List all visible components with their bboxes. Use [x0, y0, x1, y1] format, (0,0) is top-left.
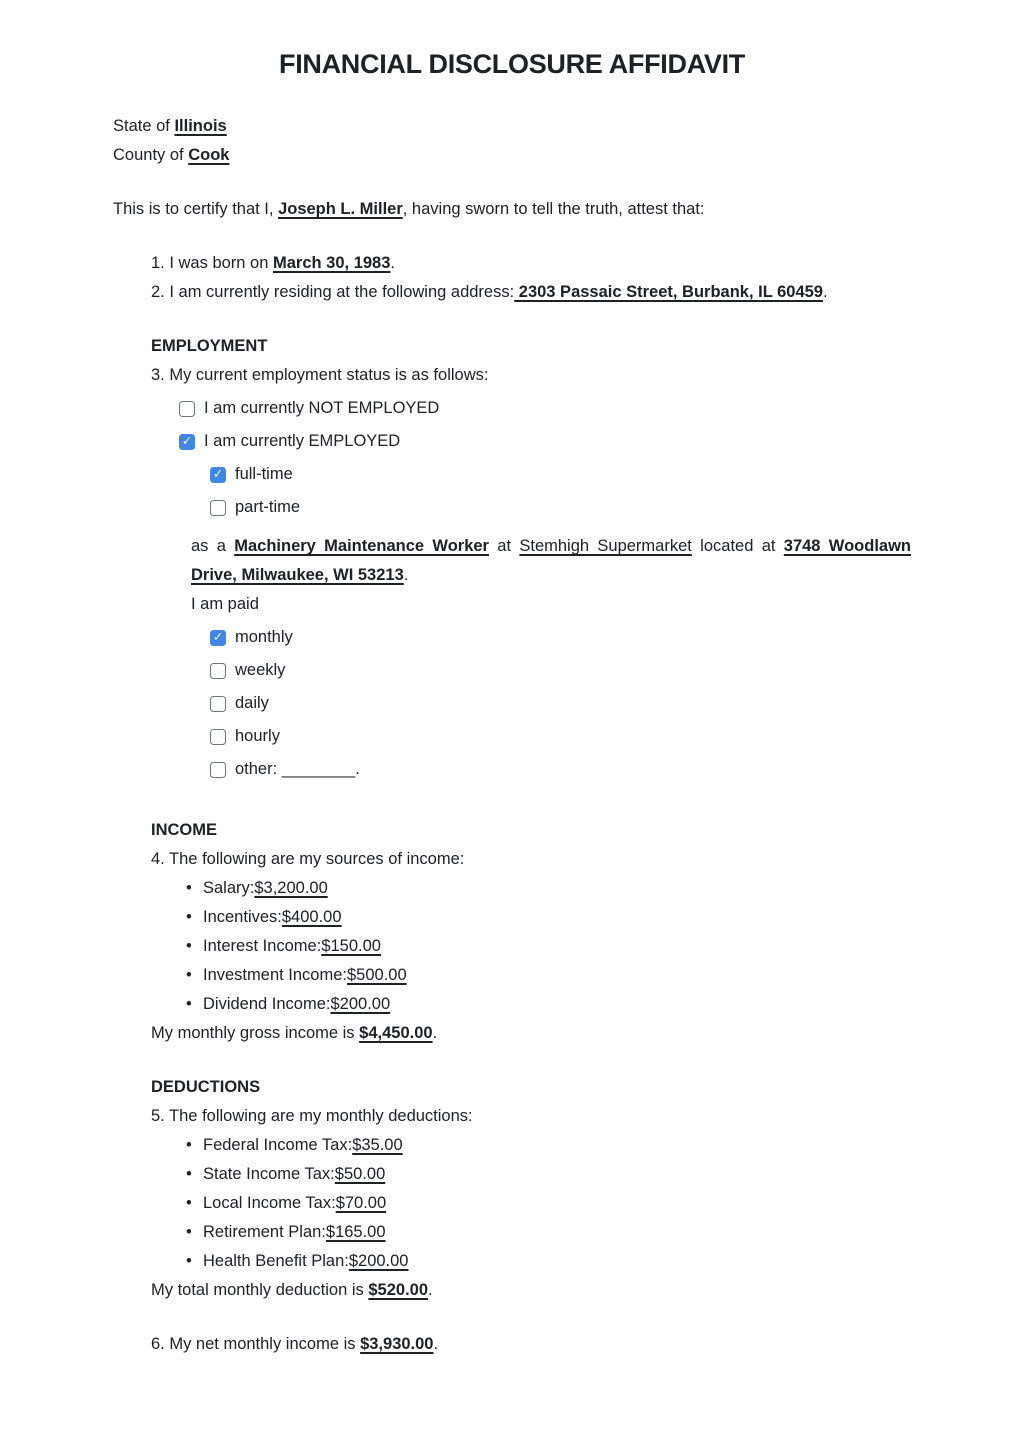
income-label: Salary: [203, 879, 255, 897]
deduction-label: Health Benefit Plan: [203, 1252, 349, 1270]
item-5-deductions-question: 5. The following are my monthly deductions: [151, 1107, 473, 1125]
bullet-icon: • [186, 1252, 192, 1270]
residence-address-value: 2303 Passaic Street, Burbank, IL 60459 [514, 283, 823, 301]
deduction-label: Local Income Tax: [203, 1194, 336, 1212]
income-item-dividend [186, 990, 911, 1019]
bullet-icon: • [186, 908, 192, 926]
role-suffix: . [403, 566, 409, 584]
gross-income-suffix: . [432, 1024, 438, 1042]
bullet-icon: • [186, 1136, 192, 1154]
deduction-item-health [186, 1247, 911, 1276]
certify-prefix: This is to certify that I, [113, 200, 279, 218]
daily-checkbox[interactable] [210, 696, 226, 712]
other-checkbox[interactable] [210, 762, 226, 778]
deductions-heading: DEDUCTIONS [151, 1078, 261, 1096]
weekly-checkbox[interactable] [210, 663, 226, 679]
gross-income-line [151, 1019, 911, 1048]
total-deduction-prefix: My total monthly deduction is [151, 1281, 369, 1299]
checkbox-row-other [210, 753, 911, 786]
checkbox-label: daily [235, 694, 269, 712]
job-description-line [191, 532, 911, 590]
income-label: Incentives: [203, 908, 282, 926]
item2-suffix: . [822, 283, 828, 301]
deduction-amount: $165.00 [325, 1223, 386, 1241]
employer-value: Stemhigh Supermarket [519, 537, 692, 555]
birth-date-value: March 30, 1983 [273, 254, 391, 272]
checkbox-row-full-time [210, 458, 911, 491]
deduction-label: Federal Income Tax: [203, 1136, 353, 1154]
employed-checkbox[interactable] [179, 434, 195, 450]
bullet-icon: • [186, 1194, 192, 1212]
bullet-icon: • [186, 1223, 192, 1241]
deduction-amount: $70.00 [335, 1194, 387, 1212]
employer-address-value: 3748 Woodlawn Drive, Milwaukee, WI 53213 [191, 537, 911, 584]
income-label: Dividend Income: [203, 995, 331, 1013]
job-title-value: Machinery Maintenance Worker [234, 537, 489, 555]
state-value: Illinois [174, 117, 227, 135]
checkbox-label: hourly [235, 727, 280, 745]
item1-suffix: . [390, 254, 396, 272]
gross-income-prefix: My monthly gross income is [151, 1024, 360, 1042]
checkbox-label: part-time [235, 498, 301, 516]
deduction-item-federal-tax [186, 1131, 911, 1160]
income-amount: $200.00 [330, 995, 391, 1013]
income-item-investment [186, 961, 911, 990]
checkbox-row-employed [179, 425, 911, 458]
gross-income-value: $4,450.00 [359, 1024, 433, 1042]
state-line [113, 112, 911, 141]
deduction-label: State Income Tax: [203, 1165, 335, 1183]
employment-heading: EMPLOYMENT [151, 337, 268, 355]
affiant-name: Joseph L. Miller [278, 200, 403, 218]
not-employed-checkbox[interactable] [179, 401, 195, 417]
bullet-icon: • [186, 995, 192, 1013]
net-income-value: $3,930.00 [360, 1335, 434, 1353]
bullet-icon: • [186, 937, 192, 955]
numbered-section [151, 249, 911, 1359]
checkbox-row-monthly [210, 621, 911, 654]
monthly-checkbox[interactable] [210, 630, 226, 646]
item1-prefix: 1. I was born on [151, 254, 273, 272]
deduction-amount: $35.00 [352, 1136, 403, 1154]
checkbox-label: full-time [235, 465, 293, 483]
item-1-birth [151, 249, 911, 278]
deduction-item-state-tax [186, 1160, 911, 1189]
item-2-address [151, 278, 911, 307]
county-value: Cook [188, 146, 230, 164]
deduction-amount: $200.00 [348, 1252, 409, 1270]
item-6-net-income [151, 1330, 911, 1359]
checkbox-label: monthly [235, 628, 293, 646]
income-amount: $3,200.00 [254, 879, 328, 897]
checkbox-label: weekly [235, 661, 286, 679]
bullet-icon: • [186, 879, 192, 897]
deduction-item-retirement [186, 1218, 911, 1247]
income-label: Investment Income: [203, 966, 347, 984]
certify-suffix: , having sworn to tell the truth, attest that: [402, 200, 705, 218]
net-income-prefix: 6. My net monthly income is [151, 1335, 361, 1353]
certify-line [113, 195, 911, 224]
part-time-checkbox[interactable] [210, 500, 226, 516]
state-label: State of [113, 117, 175, 135]
checkbox-row-hourly [210, 720, 911, 753]
checkbox-row-weekly [210, 654, 911, 687]
deduction-label: Retirement Plan: [203, 1223, 326, 1241]
county-label: County of [113, 146, 189, 164]
checkbox-label: other: ________. [235, 760, 360, 778]
page-title: FINANCIAL DISCLOSURE AFFIDAVIT [279, 49, 745, 79]
income-amount: $400.00 [281, 908, 342, 926]
income-heading: INCOME [151, 821, 217, 839]
located-text: located at [691, 537, 784, 555]
checkbox-row-part-time [210, 491, 911, 524]
income-item-interest [186, 932, 911, 961]
county-line [113, 141, 911, 170]
checkbox-label: I am currently NOT EMPLOYED [204, 399, 440, 417]
income-item-incentives [186, 903, 911, 932]
total-deduction-value: $520.00 [368, 1281, 429, 1299]
paid-label: I am paid [191, 595, 259, 613]
bullet-icon: • [186, 966, 192, 984]
net-income-suffix: . [433, 1335, 439, 1353]
income-amount: $150.00 [321, 937, 381, 955]
at-text: at [488, 537, 520, 555]
checkbox-row-not-employed [179, 392, 911, 425]
role-prefix: as a [191, 537, 235, 555]
bullet-icon: • [186, 1165, 192, 1183]
deduction-amount: $50.00 [334, 1165, 386, 1183]
income-label: Interest Income: [203, 937, 322, 955]
full-time-checkbox[interactable] [210, 467, 226, 483]
income-item-salary [186, 874, 911, 903]
income-amount: $500.00 [346, 966, 407, 984]
deduction-item-local-tax [186, 1189, 911, 1218]
checkbox-label: I am currently EMPLOYED [204, 432, 401, 450]
item-3-employment-question: 3. My current employment status is as follows: [151, 366, 489, 384]
total-deduction-line [151, 1276, 911, 1305]
item-4-income-question: 4. The following are my sources of income: [151, 850, 465, 868]
checkbox-row-daily [210, 687, 911, 720]
item2-prefix: 2. I am currently residing at the following address: [151, 283, 515, 301]
hourly-checkbox[interactable] [210, 729, 226, 745]
total-deduction-suffix: . [428, 1281, 433, 1299]
